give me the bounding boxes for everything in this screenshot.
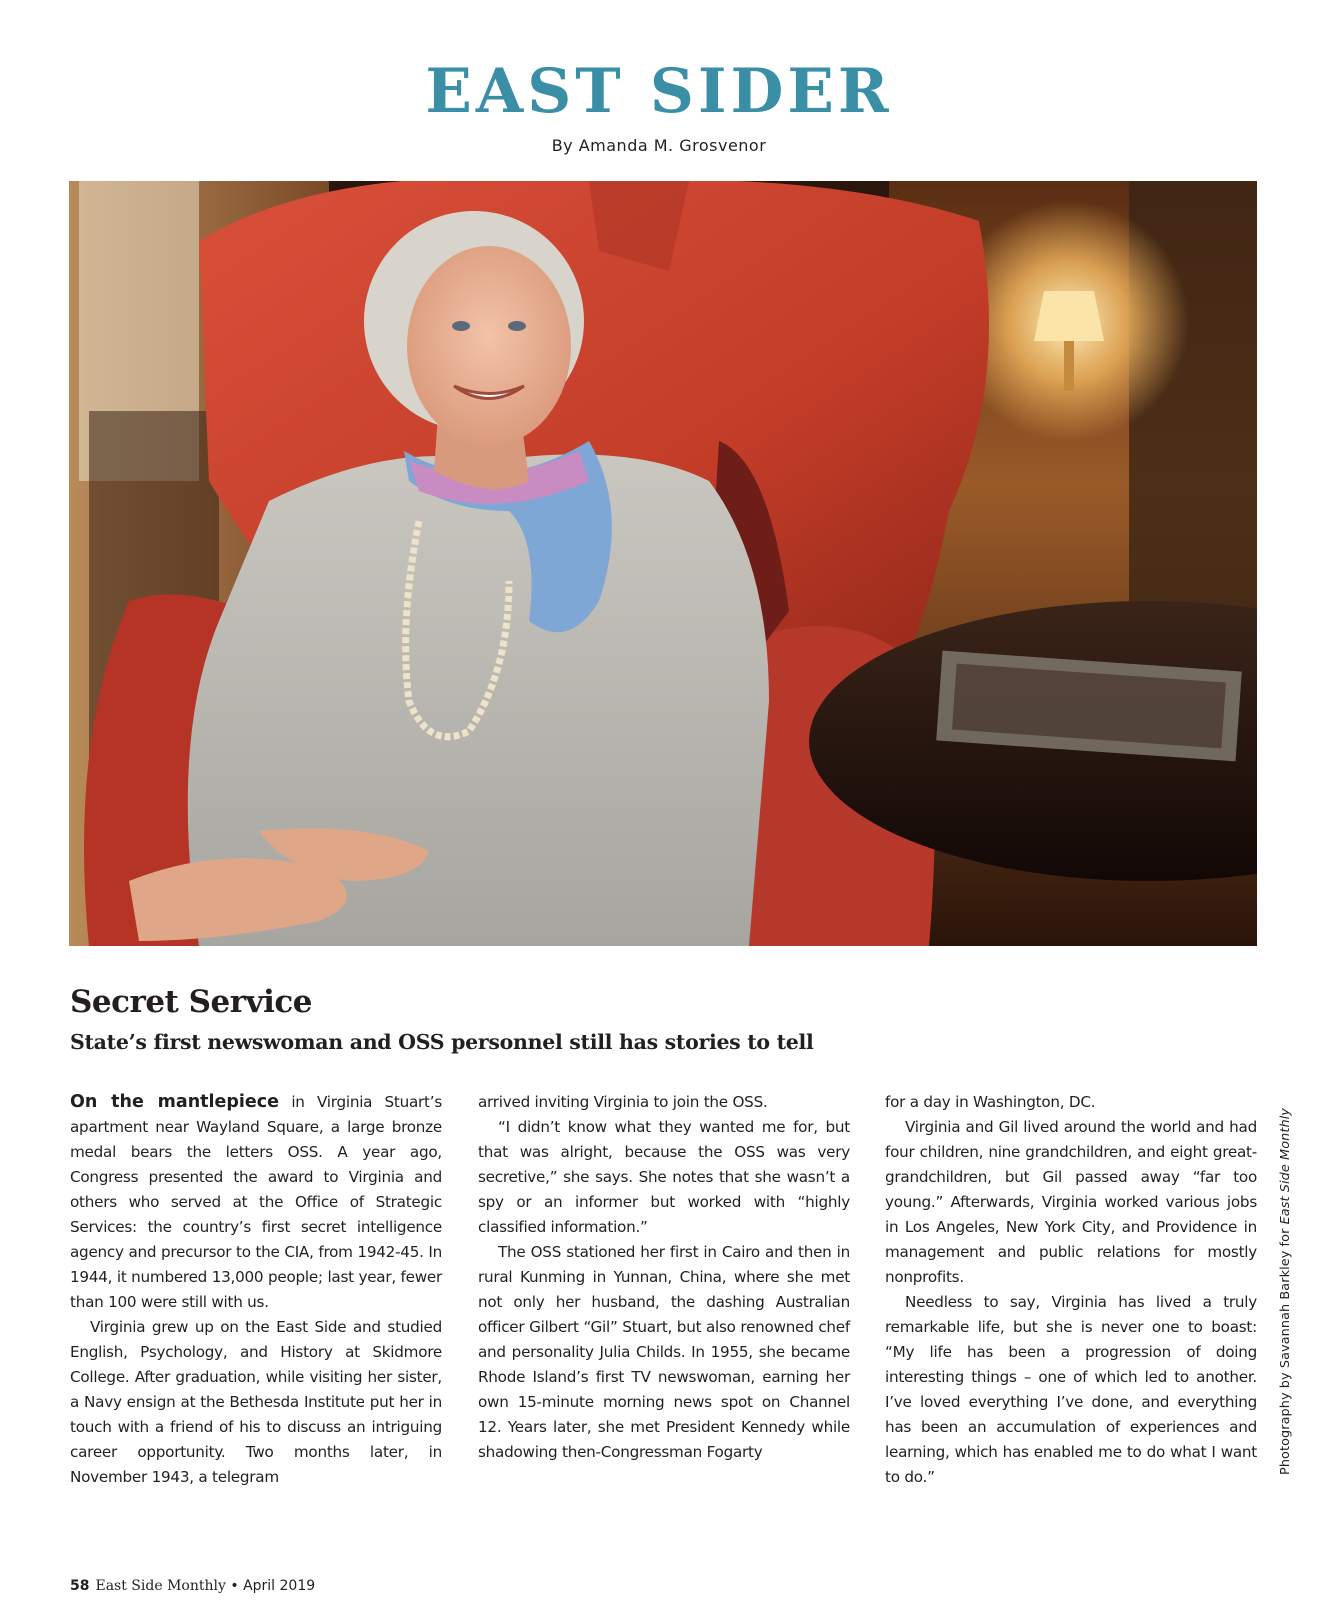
paragraph: for a day in Washington, DC.	[885, 1093, 1096, 1111]
lead-in: On the mantlepiece	[70, 1092, 280, 1112]
paragraph: Needless to say, Virginia has lived a truly remarkable life, but she is never one to boast: “My life has been a progression of doing interesting things – one of which led to another. I’ve loved everything I’ve done, and everything has been an accumulation of experiences and learning, which has enabled me to do what I want to do.”	[885, 1293, 1257, 1486]
portrait-illustration	[69, 181, 1257, 946]
photo-credit	[1278, 1108, 1293, 1475]
paragraph: Virginia grew up on the East Side and studied English, Psychology, and History at Skidmore College. After graduation, while visiting her sister, a Navy ensign at the Bethesda Institute put her in touch with a friend of his to discuss an intriguing career opportunity. Two months later, in November 1943, a telegram	[70, 1318, 442, 1486]
paragraph: Virginia and Gil lived around the world and had four children, nine grandchildren, and eight great-grandchildren, but Gil passed away “far too young.” Afterwards, Virginia worked various jobs in Los Angeles, New York City, and Providence in management and public relations for mostly nonprofits.	[885, 1118, 1257, 1286]
page-footer	[70, 1578, 315, 1594]
subheadline: State’s first newswoman and OSS personnel still has stories to tell	[70, 1030, 814, 1054]
headline: Secret Service	[70, 984, 312, 1020]
article-column-1	[70, 1090, 442, 1490]
section-title: EAST SIDER	[425, 56, 893, 127]
paragraph	[70, 1090, 442, 1315]
photo-credit-publication: East Side Monthly	[1278, 1108, 1293, 1225]
paragraph-text: in Virginia Stuart’s apartment near Wayland Square, a large bronze medal bears the letters OSS. A year ago, Congress presented the award to Virginia and others who served at the Office of Strategic Services: the country’s first secret intelligence agency and precursor to the CIA, from 1942-45. In 1944, it numbered 13,000 people; last year, fewer than 100 were still with us.	[70, 1093, 442, 1311]
footer-separator: •	[230, 1578, 239, 1594]
magazine-name: East Side Monthly	[95, 1578, 226, 1594]
portrait-photo	[69, 181, 1257, 946]
paragraph: “I didn’t know what they wanted me for, but that was alright, because the OSS was very secretive,” she says. She notes that she wasn’t a spy or an informer but worked with “highly classified information.”	[478, 1118, 850, 1236]
paragraph: arrived inviting Virginia to join the OSS.	[478, 1093, 768, 1111]
paragraph: The OSS stationed her first in Cairo and then in rural Kunming in Yunnan, China, where she met not only her husband, the dashing Australian officer Gilbert “Gil” Stuart, but also renowned chef and personality Julia Childs. In 1955, she became Rhode Island’s first TV newswoman, earning her own 15-minute morning news spot on Channel 12. Years later, she met President Kennedy while shadowing then-Congressman Fogarty	[478, 1243, 850, 1461]
article-column-2	[478, 1090, 850, 1465]
article-column-3	[885, 1090, 1257, 1490]
issue-date: April 2019	[243, 1578, 316, 1594]
page-number: 58	[70, 1578, 90, 1594]
photo-credit-text: Photography by Savannah Barkley for	[1278, 1228, 1293, 1475]
byline: By Amanda M. Grosvenor	[551, 136, 767, 155]
